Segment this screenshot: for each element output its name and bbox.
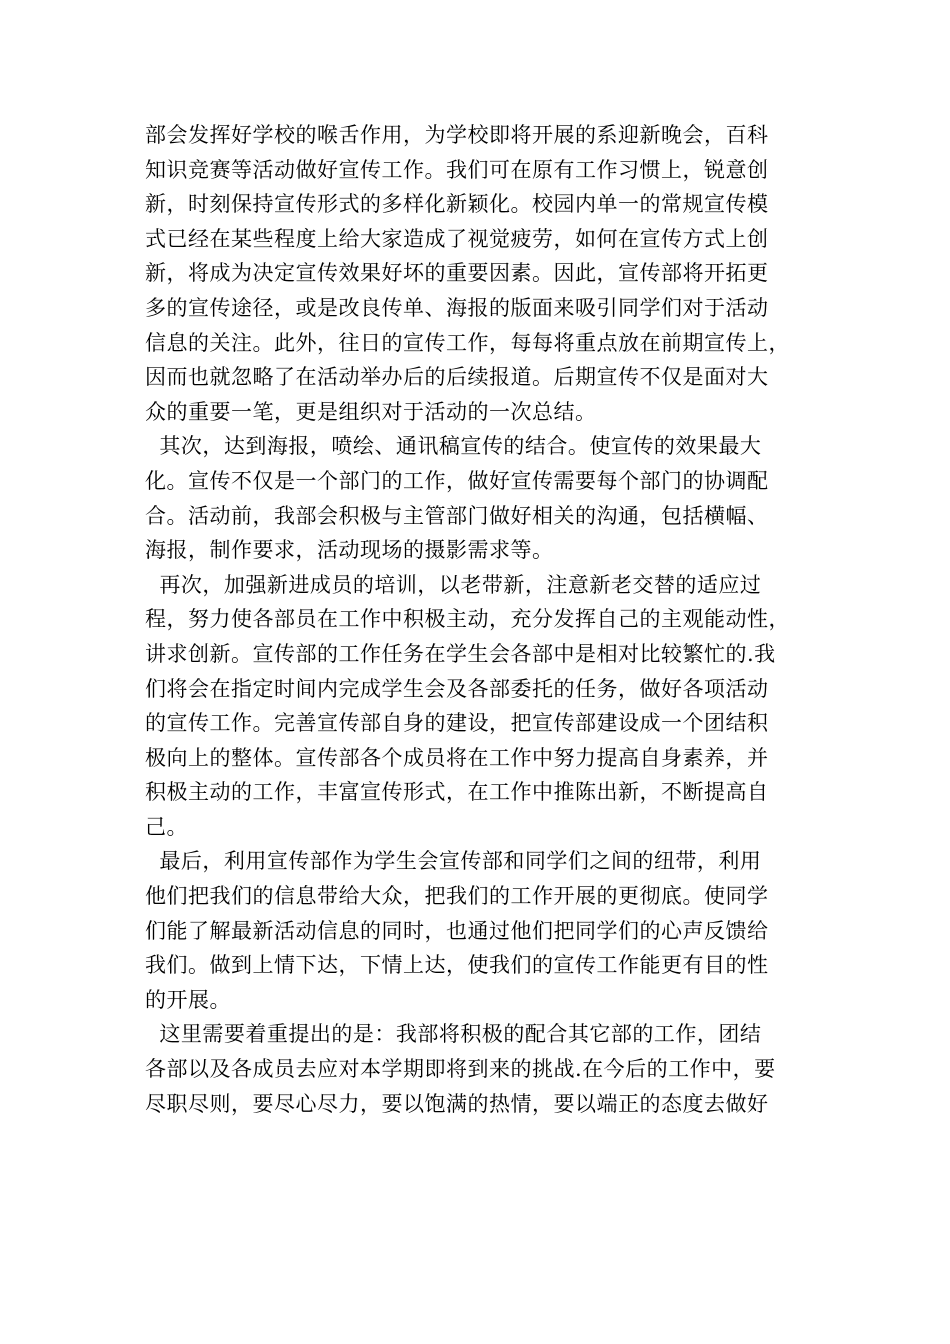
text-line: 新，将成为决定宣传效果好坏的重要因素。因此，宣传部将开拓更 [145,261,769,286]
text-line: 部会发挥好学校的喉舌作用，为学校即将开展的系迎新晚会，百科 [145,123,769,147]
text-line: 极向上的整体。宣传部各个成员将在工作中努力提高自身素养，并 [145,745,769,770]
text-line: 再次，加强新进成员的培训，以老带新，注意新老交替的适应过 [145,572,762,597]
text-line: 新，时刻保持宣传形式的多样化新颖化。校园内单一的常规宣传模 [145,192,769,217]
text-line: 其次，达到海报，喷绘、通讯稿宣传的结合。使宣传的效果最大 [145,434,762,459]
text-line: 众的重要一笔，更是组织对于活动的一次总结。 [145,399,597,424]
text-line: 多的宣传途径，或是改良传单、海报的版面来吸引同学们对于活动 [145,295,769,320]
text-line: 海报，制作要求，活动现场的摄影需求等。 [145,538,554,563]
text-line: 知识竞赛等活动做好宣传工作。我们可在原有工作习惯上，锐意创 [145,157,769,182]
text-line: 合。活动前，我部会积极与主管部门做好相关的沟通，包括横幅、 [145,503,769,528]
text-line: 我们。做到上情下达，下情上达，使我们的宣传工作能更有目的性 [145,953,769,978]
text-line: 讲求创新。宣传部的工作任务在学生会各部中是相对比较繁忙的.我 [145,641,776,666]
text-line: 信息的关注。此外，往日的宣传工作，每每将重点放在前期宣传上， [145,330,790,355]
text-line: 这里需要着重提出的是：我部将积极的配合其它部的工作，团结 [145,1022,762,1047]
text-line: 尽职尽则，要尽心尽力，要以饱满的热情，要以端正的态度去做好 [145,1091,769,1116]
text-line: 己。 [145,814,188,839]
text-line: 他们把我们的信息带给大众，把我们的工作开展的更彻底。使同学 [145,884,769,909]
document-body [145,118,807,1121]
text-line: 程，努力使各部员在工作中积极主动，充分发挥自己的主观能动性， [145,607,790,632]
text-line: 的开展。 [145,987,231,1012]
text-line: 积极主动的工作，丰富宣传形式，在工作中推陈出新，不断提高自 [145,780,769,805]
text-line: 的宣传工作。完善宣传部自身的建设，把宣传部建设成一个团结积 [145,711,769,736]
text-line: 最后，利用宣传部作为学生会宣传部和同学们之间的纽带，利用 [145,849,762,874]
text-line: 们将会在指定时间内完成学生会及各部委托的任务，做好各项活动 [145,676,769,701]
text-line: 式已经在某些程度上给大家造成了视觉疲劳，如何在宣传方式上创 [145,226,769,251]
text-line: 化。宣传不仅是一个部门的工作，做好宣传需要每个部门的协调配 [145,468,769,493]
text-line: 各部以及各成员去应对本学期即将到来的挑战.在今后的工作中，要 [145,1057,776,1082]
text-line: 因而也就忽略了在活动举办后的后续报道。后期宣传不仅是面对大 [145,365,769,390]
text-line: 们能了解最新活动信息的同时，也通过他们把同学们的心声反馈给 [145,918,769,943]
